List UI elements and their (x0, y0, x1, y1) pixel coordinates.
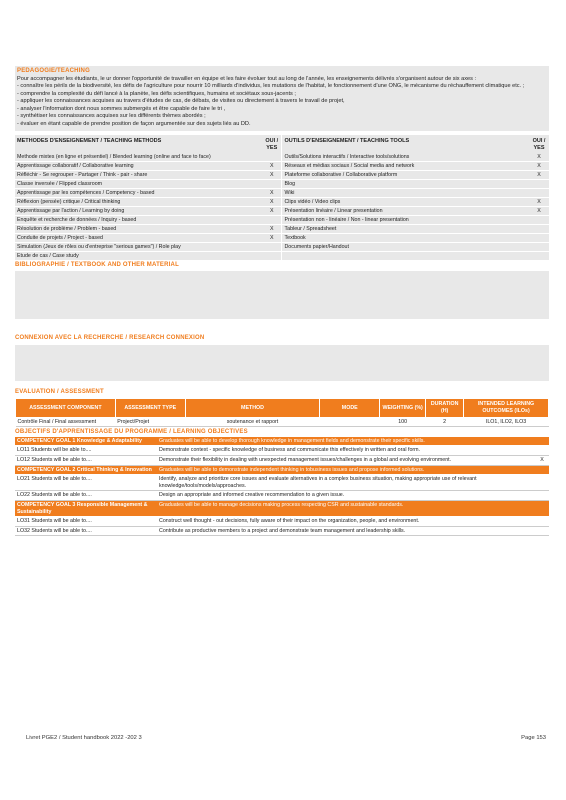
method-yes-cell: X (262, 189, 282, 198)
tool-cell: Outils/Solutions interactifs / Interactive tools/solutions (282, 153, 529, 161)
methods-row (15, 198, 549, 207)
learning-outcome-row (15, 526, 549, 536)
competency-goal-row (15, 465, 549, 475)
objective-desc-cell: Demonstrate context - specific knowledge of business and communicate this effectively in written and oral form. (157, 446, 535, 456)
tool-cell: Textbook (282, 234, 529, 243)
learning-outcome-row (15, 446, 549, 456)
tool-yes-cell (529, 234, 549, 243)
objective-desc-cell: Graduates will be able to develop thorough knowledge in management fields and demonstrate their specific skills. (157, 437, 535, 446)
objective-code-cell: LO12 Students will be able to.... (15, 456, 157, 466)
methods-row (15, 180, 549, 189)
evaluation-row (16, 417, 549, 427)
objective-desc-cell: Demonstrate their flexibility in dealing with unexpected management issues/challenges in a global and evolving environment. (157, 456, 535, 466)
tool-yes-cell (529, 180, 549, 189)
tool-yes-cell: X (529, 162, 549, 171)
objective-x-cell (535, 446, 549, 456)
objective-desc-cell: Graduates will be able to demonstrate independent thinking in tobusiness issues and propose informed solutions. (157, 465, 535, 475)
evaluation-table (15, 398, 549, 427)
tool-cell: Réseaux et médias sociaux / Social media and network (282, 162, 529, 171)
tool-yes-cell (529, 242, 549, 251)
method-cell: Methode mixtes (en ligne et présentiel) / Blended learning (online and face to face) (15, 153, 262, 161)
tool-cell: Présentation linéaire / Linear presentation (282, 207, 529, 216)
tool-cell: Présentation non - linéaire / Non - linear presentation (282, 216, 529, 225)
competency-goal-row (15, 501, 549, 517)
evaluation-cell: Contrôle Final / Final assessment (16, 417, 116, 427)
bibliography-title: BIBLIOGRAPHIE / TEXTBOOK AND OTHER MATERIAL (15, 261, 179, 268)
objective-code-cell: COMPETENCY GOAL 3 Responsible Management & Sustainability (15, 501, 157, 517)
learning-outcome-row (15, 517, 549, 527)
tool-yes-cell: X (529, 171, 549, 180)
method-cell: Simulation (Jeux de rôles ou d'entreprise "serious games") / Role play (15, 242, 262, 251)
tool-yes-cell (529, 251, 549, 260)
tools-header: OUTILS D'ENSEIGNEMENT / TEACHING TOOLS (282, 135, 529, 153)
tool-cell (282, 251, 529, 260)
method-cell: Enquête et recherche de données / Inquiry - based (15, 216, 262, 225)
objective-desc-cell: Identify, analyze and prioritize core issues and evaluate alternatives in a complex business situation, making appropriate use of relevant knowledge/tools/models/approaches. (157, 475, 535, 491)
pedagogy-line: - appliquer les connaissances acquises au travers d'études de cas, de débats, de visites ou directement à travers le travail de projet, (17, 98, 345, 105)
objective-code-cell: LO32 Students will be able to.... (15, 526, 157, 536)
evaluation-cell: 2 (426, 417, 464, 427)
evaluation-title: EVALUATION / ASSESSMENT (15, 388, 104, 395)
method-cell: Etude de cas / Case study (15, 251, 262, 260)
methods-row (15, 234, 549, 243)
method-yes-cell (262, 153, 282, 161)
methods-yes-header: OUI / YES (265, 138, 279, 152)
methods-row (15, 216, 549, 225)
pedagogy-line: - analyser l'information dont nous sommes submergés et être capable de faire le tri , (17, 105, 226, 112)
tool-yes-cell (529, 216, 549, 225)
learning-outcome-row (15, 475, 549, 491)
page-footer (26, 735, 546, 742)
objective-x-cell (535, 465, 549, 475)
method-cell: Réfléchir - Se regrouper - Partager / Think - pair - share (15, 171, 262, 180)
objective-x-cell (535, 491, 549, 501)
method-yes-cell: X (262, 225, 282, 234)
evaluation-header-cell: ASSESSMENT COMPONENT (16, 399, 116, 417)
methods-row (15, 207, 549, 216)
objective-desc-cell: Design an appropriate and informed creative recommendation to a given issue. (157, 491, 535, 501)
tool-cell: Tableur / Spreadsheet (282, 225, 529, 234)
evaluation-cell: soutenance et rapport (185, 417, 320, 427)
methods-row (15, 189, 549, 198)
pedagogy-title: PEDAGOGIE/TEACHING (17, 68, 90, 74)
objective-code-cell: LO31 Students will be able to.... (15, 517, 157, 527)
pedagogy-line: Pour accompagner les étudiants, le ur donner l'opportunité de travailler en équipe et les faire évoluer tout au long de l'année, les enseignements délivrés s'organisent autour de six axes : (17, 76, 477, 82)
methods-row (15, 225, 549, 234)
method-cell: Classe inversée / Flipped classroom (15, 180, 262, 189)
evaluation-header-cell: METHOD (185, 399, 320, 417)
method-cell: Apprentissage par les compétences / Competency - based (15, 189, 262, 198)
objective-x-cell: X (535, 456, 549, 466)
pedagogy-section (15, 66, 549, 131)
methods-tools-table (15, 135, 549, 261)
evaluation-header-cell: INTENDED LEARNING OUTCOMES (ILOs) (464, 399, 549, 417)
tool-cell: Documents papier/Handout (282, 242, 529, 251)
method-yes-cell (262, 216, 282, 225)
objectives-title: OBJECTIFS D'APPRENTISSAGE DU PROGRAMME / LEARNING OBJECTIVES (15, 429, 248, 436)
method-yes-cell (262, 242, 282, 251)
evaluation-header-cell: DURATION (H) (426, 399, 464, 417)
evaluation-header-cell: WEIGHTING (%) (380, 399, 426, 417)
tools-yes-header: OUI / YES (532, 138, 546, 152)
methods-row (15, 162, 549, 171)
evaluation-cell: 100 (380, 417, 426, 427)
objective-code-cell: LO21 Students will be able to.... (15, 475, 157, 491)
objective-desc-cell: Construct well thought - out decisions, fully aware of their impact on the organization, people, and environment. (157, 517, 535, 527)
objective-x-cell (535, 437, 549, 446)
objective-x-cell (535, 475, 549, 491)
learning-outcome-row (15, 491, 549, 501)
method-yes-cell: X (262, 162, 282, 171)
methods-header: METHODES D'ENSEIGNEMENT / TEACHING METHODS (17, 138, 162, 145)
tool-cell: Blog (282, 180, 529, 189)
objective-x-cell (535, 501, 549, 517)
bibliography-box (15, 271, 549, 319)
objectives-table (15, 437, 549, 537)
method-cell: Apprentissage collaboratif / Collaborative learning (15, 162, 262, 171)
research-connexion-title: CONNEXION AVEC LA RECHERCHE / RESEARCH CONNEXION (15, 335, 205, 342)
tool-yes-cell: X (529, 153, 549, 161)
tool-cell: Clips vidéo / Video clips (282, 198, 529, 207)
pedagogy-line: - comprendre la complexité du défi lancé à la planète, les défis scientifiques, humains et sociétaux sous-jacents ; (17, 90, 296, 97)
learning-outcome-row (15, 456, 549, 466)
method-yes-cell (262, 180, 282, 189)
method-cell: Conduite de projets / Project - based (15, 234, 262, 243)
method-yes-cell: X (262, 198, 282, 207)
methods-row (15, 251, 549, 260)
tool-yes-cell (529, 225, 549, 234)
footer-handbook-label: Livret PGE2 / Student handbook 2022 -202 3 (26, 735, 142, 741)
method-cell: Réflexion (pensée) critique / Critical thinking (15, 198, 262, 207)
evaluation-header-cell: MODE (320, 399, 380, 417)
objective-x-cell (535, 517, 549, 527)
methods-row (15, 153, 549, 161)
method-yes-cell (262, 251, 282, 260)
objective-code-cell: LO11 Students will be able to.... (15, 446, 157, 456)
objective-desc-cell: Graduates will be able to manage decisions making process respecting CSR and sustainable standards. (157, 501, 535, 517)
evaluation-cell: Project/Projet (115, 417, 185, 427)
objective-desc-cell: Contribute as productive members to a project and demonstrate team management and leadership skills. (157, 526, 535, 536)
method-yes-cell: X (262, 234, 282, 243)
document-page (15, 66, 549, 536)
objective-code-cell: COMPETENCY GOAL 2 Critical Thinking & Innovation (15, 465, 157, 475)
objective-x-cell (535, 526, 549, 536)
tool-cell: Wiki (282, 189, 529, 198)
pedagogy-line: - connaître les périls de la biodiversité, les défis de l'agriculture pour nourrir 10 milliards d'individus, les mutations de l'habitat, le fonctionnement d'une ONG, le mécanisme du réchauffement climatique etc. ; (17, 83, 525, 90)
methods-row (15, 171, 549, 180)
footer-page-number: Page 153 (521, 735, 546, 741)
methods-row (15, 242, 549, 251)
evaluation-cell (320, 417, 380, 427)
method-yes-cell: X (262, 207, 282, 216)
competency-goal-row (15, 437, 549, 446)
pedagogy-line: - synthétiser les connaissances acquises sur les différents thèmes abordés ; (17, 113, 206, 120)
objective-code-cell: LO22 Students will be able to.... (15, 491, 157, 501)
tool-yes-cell: X (529, 198, 549, 207)
evaluation-header-cell: ASSESSMENT TYPE (115, 399, 185, 417)
objective-code-cell: COMPETENCY GOAL 1 Knowledge & Adaptability (15, 437, 157, 446)
tool-yes-cell: X (529, 207, 549, 216)
research-connexion-box (15, 345, 549, 381)
pedagogy-line: - évaluer en étant capable de prendre position de façon argumentée sur des sujets liés au DD. (17, 120, 251, 127)
tool-yes-cell (529, 189, 549, 198)
method-yes-cell: X (262, 171, 282, 180)
evaluation-cell: ILO1, ILO2, ILO3 (464, 417, 549, 427)
tool-cell: Plateforme collaborative / Collaborative platform (282, 171, 529, 180)
method-cell: Résolution de problème / Problem - based (15, 225, 262, 234)
method-cell: Apprentissage par l'action / Learning by doing (15, 207, 262, 216)
